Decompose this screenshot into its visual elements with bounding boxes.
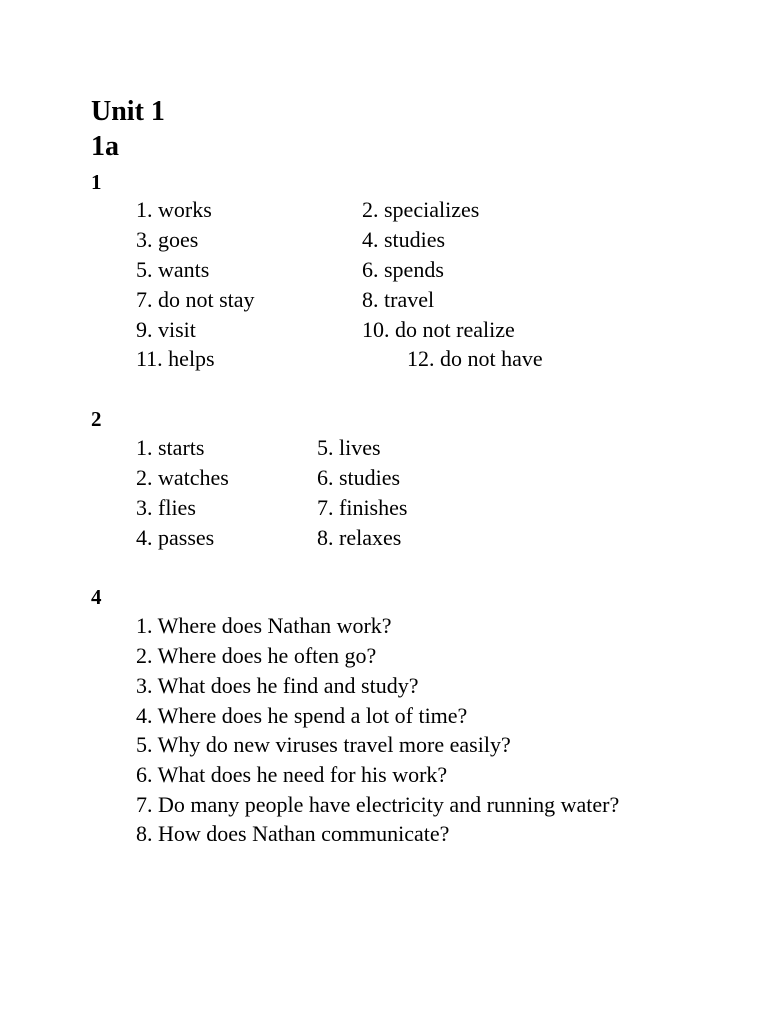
ex4-question-5: 5. Why do new viruses travel more easily?: [136, 732, 511, 757]
ex1-answer-2: 2. specializes: [362, 197, 480, 222]
ex1-answer-4: 4. studies: [362, 227, 446, 252]
ex1-answer-6: 6. spends: [362, 257, 444, 282]
ex2-answer-2: 2. watches: [136, 465, 229, 490]
ex1-answer-7: 7. do not stay: [136, 287, 255, 312]
ex4-question-7: 7. Do many people have electricity and running water?: [136, 792, 620, 817]
ex4-question-3: 3. What does he find and study?: [136, 673, 419, 698]
ex1-answer-5: 5. wants: [136, 257, 210, 282]
exercise-2-heading: 2: [91, 407, 102, 431]
ex1-answer-10: 10. do not realize: [362, 317, 515, 342]
ex1-answer-1: 1. works: [136, 197, 212, 222]
ex1-answer-12: 12. do not have: [407, 346, 543, 371]
ex2-answer-7: 7. finishes: [317, 495, 408, 520]
ex2-answer-1: 1. starts: [136, 435, 205, 460]
exercise-1-heading: 1: [91, 170, 102, 194]
unit-title: Unit 1: [91, 96, 165, 127]
ex4-question-8: 8. How does Nathan communicate?: [136, 821, 450, 846]
ex4-question-2: 2. Where does he often go?: [136, 643, 377, 668]
ex2-answer-5: 5. lives: [317, 435, 381, 460]
exercise-4-heading: 4: [91, 585, 102, 609]
ex2-answer-8: 8. relaxes: [317, 525, 402, 550]
lesson-title: 1a: [91, 131, 119, 162]
ex1-answer-11: 11. helps: [136, 346, 215, 371]
ex2-answer-6: 6. studies: [317, 465, 401, 490]
ex2-answer-4: 4. passes: [136, 525, 215, 550]
ex4-question-6: 6. What does he need for his work?: [136, 762, 448, 787]
ex4-question-1: 1. Where does Nathan work?: [136, 613, 392, 638]
ex1-answer-3: 3. goes: [136, 227, 199, 252]
ex4-question-4: 4. Where does he spend a lot of time?: [136, 703, 468, 728]
ex1-answer-9: 9. visit: [136, 317, 196, 342]
ex2-answer-3: 3. flies: [136, 495, 196, 520]
ex1-answer-8: 8. travel: [362, 287, 435, 312]
